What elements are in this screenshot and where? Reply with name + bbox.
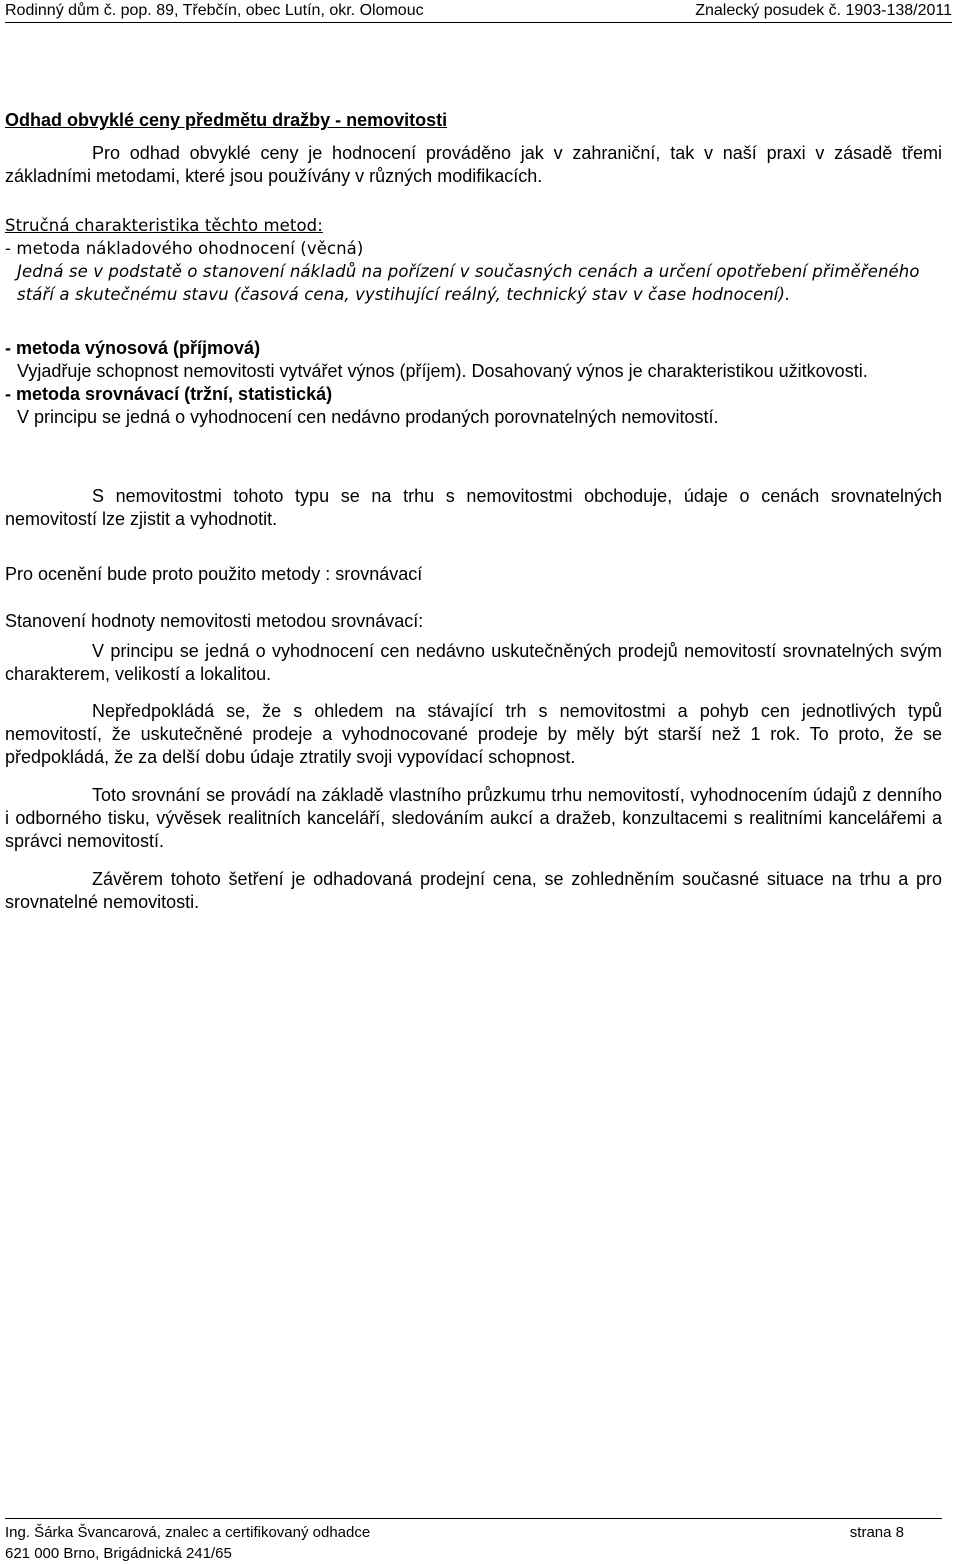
method-cost-description: Jedná se v podstatě o stanovení nákladů na pořízení v současných cenách a určení opotřebení přiměřeného stáří a skutečnému stavu (časová cena, vystihující reálný, technický stav v čase hodnocení). — [17, 262, 920, 304]
methods-block — [5, 214, 942, 306]
methods-block-2 — [5, 337, 942, 429]
valuation-heading: Stanovení hodnoty nemovitosti metodou srovnávací: — [5, 611, 424, 631]
market-paragraph: S nemovitostmi tohoto typu se na trhu s nemovitostmi obchoduje, údaje o cenách srovnatelných nemovitostí lze zjistit a vyhodnotit. — [5, 486, 942, 529]
comparison-paragraph: Toto srovnání se provádí na základě vlastního průzkumu trhu nemovitostí, vyhodnocením údajů z denního i odborného tisku, vývěsek realitních kanceláří, sledováním aukcí a dražeb, konzultacemi s realitními kancelářemi a správci nemovitostí. — [5, 785, 942, 851]
header-report-number: Znalecký posudek č. 1903-138/2011 — [695, 2, 952, 19]
conclusion-paragraph: Závěrem tohoto šetření je odhadovaná prodejní cena, se zohledněním současné situace na trhu a pro srovnatelné nemovitosti. — [5, 869, 942, 912]
header-property: Rodinný dům č. pop. 89, Třebčín, obec Lutín, okr. Olomouc — [5, 2, 424, 19]
assumption-paragraph: Nepředpokládá se, že s ohledem na stávající trh s nemovitostmi a pohyb cen jednotlivých typů nemovitostí, že uskutečněné prodeje a vyhodnocované prodeje by měly být starší než 1 rok. To proto, že se předpokládá, že za delší dobu údaje ztratily svoji vypovídací schopnost. — [5, 701, 942, 767]
method-cost-name: - metoda nákladového ohodnocení (věcná) — [5, 239, 364, 258]
page-number: strana 8 — [849, 1524, 904, 1541]
footer-author: Ing. Šárka Švancarová, znalec a certifikovaný odhadce — [5, 1524, 371, 1541]
page-footer — [5, 1518, 942, 1564]
method-income-description: Vyjadřuje schopnost nemovitosti vytvářet výnos (příjem). Dosahovaný výnos je charakteristikou užitkovosti. — [17, 361, 868, 381]
method-comparative-description: V principu se jedná o vyhodnocení cen nedávno prodaných porovnatelných nemovitostí. — [17, 407, 719, 427]
footer-address: 621 000 Brno, Brigádnická 241/65 — [5, 1545, 232, 1562]
intro-paragraph: Pro odhad obvyklé ceny je hodnocení prováděno jak v zahraniční, tak v naší praxi v zásadě třemi základními metodami, které jsou používány v různých modifikacích. — [5, 143, 942, 186]
principle-paragraph: V principu se jedná o vyhodnocení cen nedávno uskutečněných prodejů nemovitostí srovnatelných svým charakterem, velikostí a lokalitou. — [5, 641, 942, 684]
methods-heading: Stručná charakteristika těchto metod: — [5, 216, 323, 235]
page-header — [5, 0, 952, 23]
method-used: Pro ocenění bude proto použito metody : srovnávací — [5, 564, 423, 584]
section-title: Odhad obvyklé ceny předmětu dražby - nemovitosti — [5, 110, 448, 130]
method-comparative-name: - metoda srovnávací (tržní, statistická) — [5, 384, 333, 404]
method-income-name: - metoda výnosová (příjmová) — [5, 338, 261, 358]
